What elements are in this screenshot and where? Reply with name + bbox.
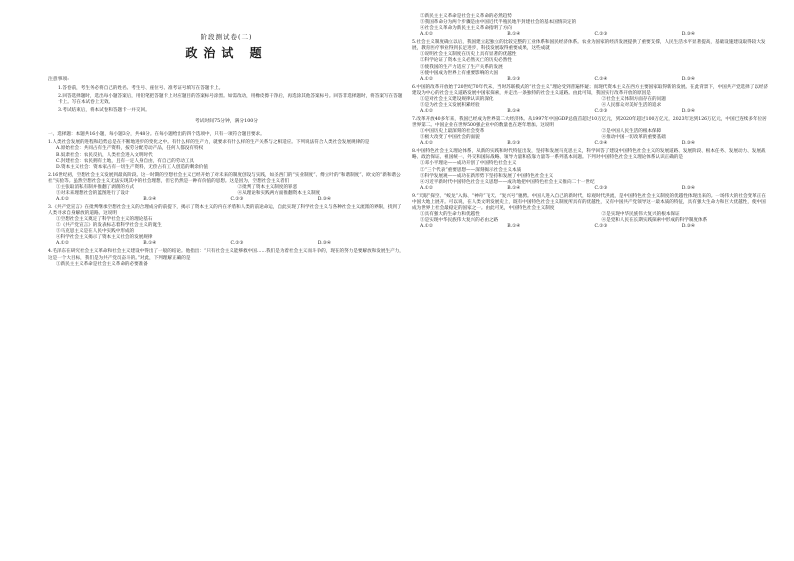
- answer-choice: A.①②: [420, 141, 434, 147]
- answer-choice: D.③④: [317, 241, 331, 247]
- option-item: ①邓小平理论——成功开创了中国特色社会主义: [420, 161, 517, 167]
- option-list: [48, 217, 405, 241]
- answer-choice: B.①④: [507, 185, 521, 191]
- notice-item: 2.回答选择题时，选出每小题答案后，用铅笔把答题卡上对应题目的答案标号涂黑。如需改动，用橡皮擦干净后，再选涂其他答案标号。回答非选择题时，将答案写在答题卡上。写在本试卷上无效。: [58, 93, 403, 105]
- option-item: ③使我国的生产力适应了生产关系的发展: [420, 64, 503, 70]
- answer-choices: [48, 241, 405, 247]
- option-list: [412, 212, 769, 224]
- option-list: [48, 262, 405, 268]
- question-stem: 5.社会主义制度确立以后，我国建立起独立的比较完整的工业体系和国民经济体系。农业为国家的经济发展提供了重要支撑，人民生活水平显著提高，基础设施建设取得较大发展，教育医疗事业得到长足进步，科技发展取得重要成果，这些成就: [412, 40, 766, 52]
- answer-choice: D.③④: [681, 76, 695, 82]
- questions-left: [48, 140, 405, 267]
- answer-choice: A.①②: [56, 196, 70, 202]
- answer-choice: B.①③: [507, 141, 521, 147]
- answer-choices: [412, 109, 769, 115]
- option-item: ④人民群众对美好生活的追求: [601, 102, 662, 108]
- question-stem: 1.人类社会发展的进程和趋势总是在不断地进步的变化之中。有什么样的生产力，就要求有什么样的生产关系与之相适应。下列说法符合人类社会发展规律的是: [48, 140, 370, 146]
- answer-choice: D.③④: [681, 108, 695, 114]
- question-stem: 4.毛泽东在研究社会主义革命和社会主义建设中得出了一般的结论。他指出：“只有社会主义能够救中国……我们是为着社会主义而斗争的，现在的努力是要解放和发展生产力，这是一个大目标，我们是为共产党员奋斗的。”对此，下列理解正确的是: [48, 249, 404, 261]
- answer-choices: [412, 77, 769, 83]
- question: [412, 14, 769, 38]
- option-item: ①新民主主义革命是社会主义革命的必要准备: [56, 261, 148, 267]
- option-item: ②是中国人民生活的根本保障: [601, 129, 662, 135]
- option-list: [412, 14, 769, 32]
- option-item: C.封建社会：农民拥有土地，且有一定人身自由，有自己的劳动工具: [56, 158, 195, 164]
- answer-choice: B.①④: [143, 196, 157, 202]
- question: [48, 205, 405, 247]
- answer-choice: C.②③: [594, 32, 608, 38]
- question: [48, 173, 405, 203]
- answer-choice: B.①④: [143, 241, 157, 247]
- question-stem: 3.《共产党宣言》在批判继承空想社会主义的合理成分的前提下，揭示了资本主义的内在矛盾和人类的前途命运，自此实现了科学社会主义与各种社会主义流派的界限，找到了人类寻求自身解放的道路。这说明: [48, 205, 402, 217]
- answer-choices: [48, 197, 405, 203]
- option-item: ②批判了资本主义制度的罪恶: [237, 184, 298, 190]
- option-item: ①是对社会主义建设规律认识的深化: [420, 96, 494, 102]
- answer-choice: B.①④: [507, 224, 521, 230]
- notice-heading: 注意事项:: [48, 77, 69, 83]
- option-item: ②新民主主义革命是社会主义革命的必然趋势: [420, 14, 512, 19]
- question: [412, 85, 769, 115]
- option-item: ①主张取消私有制并推翻了剥削的方式: [56, 184, 135, 190]
- answer-choice: C.②③: [594, 185, 608, 191]
- option-item: ②《共产党宣言》的发表标志着科学社会主义的诞生: [56, 223, 162, 229]
- question: [412, 149, 769, 191]
- answer-choice: B.①③: [507, 76, 521, 82]
- answer-choice: B.①④: [507, 108, 521, 114]
- exam-subtitle: 阶段测试卷(二): [200, 33, 253, 41]
- answer-choice: A.①②: [420, 32, 434, 38]
- option-item: ④是党和人民在长期实践探索中形成的科学制度体系: [601, 218, 708, 223]
- answer-choice: B.①④: [507, 32, 521, 38]
- option-list: [412, 97, 769, 109]
- answer-choice: A.①②: [420, 185, 434, 191]
- option-item: ④使中国成为世界上有重要影响的大国: [420, 70, 499, 76]
- notice-list: [48, 86, 405, 114]
- option-item: A.原始社会：共同占有生产资料，按劳分配劳动产品，任何人都没有特权: [56, 146, 204, 152]
- option-item: ④社会主义革命为新民主主义革命指明了方向: [420, 26, 512, 32]
- question-stem: 7.改革开放40多年来，我国已经成为世界第二大经济体。从1997年中国GDP总值首超过10万亿元，到2020年超过100万亿元，2023年达到126万亿元，中国已连续多年位居世界第二。中国企业在世界500强企业中的数量也在逐年增加。这说明: [412, 117, 767, 129]
- option-item: ①说明社会主义制度在历史上具有显著的优越性: [420, 52, 517, 58]
- answer-choices: [412, 141, 769, 147]
- answer-choice: D.③④: [681, 224, 695, 230]
- notice-item: 1.答卷前，考生务必将自己的姓名、考生号、座位号、准考证号填写在答题卡上。: [58, 85, 224, 91]
- answer-choice: A.①②: [420, 224, 434, 230]
- option-item: ③极大改变了中国社会的面貌: [420, 135, 480, 141]
- option-item: ③马克思主义是在人民中实践中形成的: [56, 229, 135, 235]
- answer-choice: D.③④: [681, 141, 695, 147]
- answer-choice: C.②③: [230, 196, 244, 202]
- option-item: D.资本主义社会：资本家占有一切生产资料，无偿占有工人创造的剩余价值: [56, 164, 208, 170]
- answer-choice: D.③④: [317, 196, 331, 202]
- option-item: ②科学论证了资本主义必然灭亡的历史必然性: [420, 58, 512, 64]
- question-stem: 9.“天眼”探空、“蛟龙”入海、“神舟”飞天、“复兴号”驰骋。中国人进入自己的新时代，综观时代洪流，是中国特色社会主义制度的优越性体现出来的。一场伟大的社会变革正在中国大地上展开。可以说，在人类文明发展史上，既有中国特色社会主义制度所具有的优越性，又有中国共产党领导这一最本质的特征，具有强大生命力和巨大优越性，使中国成为世界上社会最稳定的国家之一。由此可见，中国特色社会主义制度: [412, 193, 766, 211]
- answer-choices: [412, 32, 769, 38]
- exam-time: 考试时间75分钟，满分100分: [194, 118, 259, 124]
- answer-choice: C.②③: [594, 224, 608, 230]
- answer-choice: C.②④: [594, 76, 608, 82]
- answer-choices: [412, 186, 769, 192]
- option-item: ③我国革命分为两个步骤是由中国近代半殖民地半封建社会的基本国情决定的: [420, 20, 577, 26]
- option-item: ②“三个代表”重要思想——深刻揭示社会主义本质: [420, 167, 522, 173]
- option-item: ④从理论和实践两方面推翻资本主义制度: [237, 190, 321, 196]
- option-item: B.奴隶社会：农民反抗，人类社会进入文明时代: [56, 152, 153, 158]
- option-item: ①中国历史上最深刻的社会变革: [420, 129, 485, 135]
- right-column: [412, 0, 769, 230]
- notice-item: 3.考试结束后，将本试卷和答题卡一并交回。: [58, 107, 150, 113]
- option-item: ④习近平新时代中国特色社会主义思想——成功地把中国特色社会主义推向二十一世纪: [420, 179, 595, 185]
- section-heading: 一、选择题：本题共16小题，每小题3分，共48分。在每小题给出的四个选项中，只有一项符合题目要求。: [48, 132, 265, 138]
- question-stem: 6.中国的改革开放始于20世纪70年代末，当时苏联模式的“社会主义”理论受到普遍怀疑；而现代资本主义在西方主要国家取得新的发展。在此背景下，中国共产党选择了以经济建设为中心的社会主义道路发展中国家探索，并走出一条独特的社会主义道路。由此可知，我国实行改革开放的原因是: [412, 84, 769, 96]
- question-stem: 8.中国特色社会主义理论体系，从新的实践和时代特征出发，坚持和发展马克思主义，科学回答了建设中国特色社会主义的发展道路、发展阶段、根本任务、发展动力、发展战略、政治保证、祖国统一、外交和国际战略、领导力量和依靠力量等一系列基本问题。下列对中国特色社会主义理论体系认识正确的是: [412, 149, 766, 161]
- answer-choice: A.①②: [420, 108, 434, 114]
- option-list: [412, 129, 769, 141]
- option-item: ③是为社会主义发展积累经验: [420, 102, 480, 108]
- questions-right: [412, 14, 769, 230]
- option-item: ③科学发展观——成功在新形势下坚持和发展了中国特色社会主义: [420, 173, 554, 179]
- option-list: [48, 185, 405, 197]
- option-item: ①空想社会主义奠定了科学社会主义的理论基石: [56, 217, 153, 223]
- answer-choice: C.②③: [594, 108, 608, 114]
- question: [412, 194, 769, 230]
- answer-choice: A.①②: [56, 241, 70, 247]
- option-list: [412, 161, 769, 185]
- answer-choice: A.①②: [420, 76, 434, 82]
- answer-choices: [412, 224, 769, 230]
- question: [412, 40, 769, 82]
- exam-title: 政治试 题: [185, 45, 268, 60]
- option-item: ④科学社会主义揭示了资本主义社会的发展规律: [56, 235, 153, 241]
- question: [412, 117, 769, 147]
- answer-choice: D.③④: [681, 32, 695, 38]
- answer-choice: C.②④: [594, 141, 608, 147]
- question-stem: 2.16世纪初，空想社会主义发展到最高阶段。这一时期的空想社会主义已经开始了对未来的制度创设与实践，如圣西门的“实业制度”、傅立叶的“和谐制度”、欧文的“新和谐公社”实验等。虽然空想社会主义无法实现其中的社会理想，但它仍然是一种有价值的思想。这是因为，空想社会主义者们: [48, 172, 401, 184]
- answer-choice: C.②③: [230, 241, 244, 247]
- option-item: ②社会主义体制方面存在的问题: [601, 96, 666, 102]
- option-list: [48, 146, 405, 170]
- question: [48, 249, 405, 267]
- option-item: ③是实现中华民族伟大复兴的必由之路: [420, 218, 499, 223]
- option-item: ③对未来理想社会的蓝图进行了设计: [56, 190, 130, 196]
- answer-choice: D.③④: [681, 185, 695, 191]
- left-column: [48, 0, 405, 268]
- option-item: ②是实现中华民族伟大复兴的根本保证: [601, 211, 680, 217]
- question: [48, 140, 405, 170]
- option-list: [412, 52, 769, 76]
- option-item: ①具有强大的生命力和优越性: [420, 211, 480, 217]
- option-item: ④推动中国一切改革的重要基础: [601, 135, 666, 141]
